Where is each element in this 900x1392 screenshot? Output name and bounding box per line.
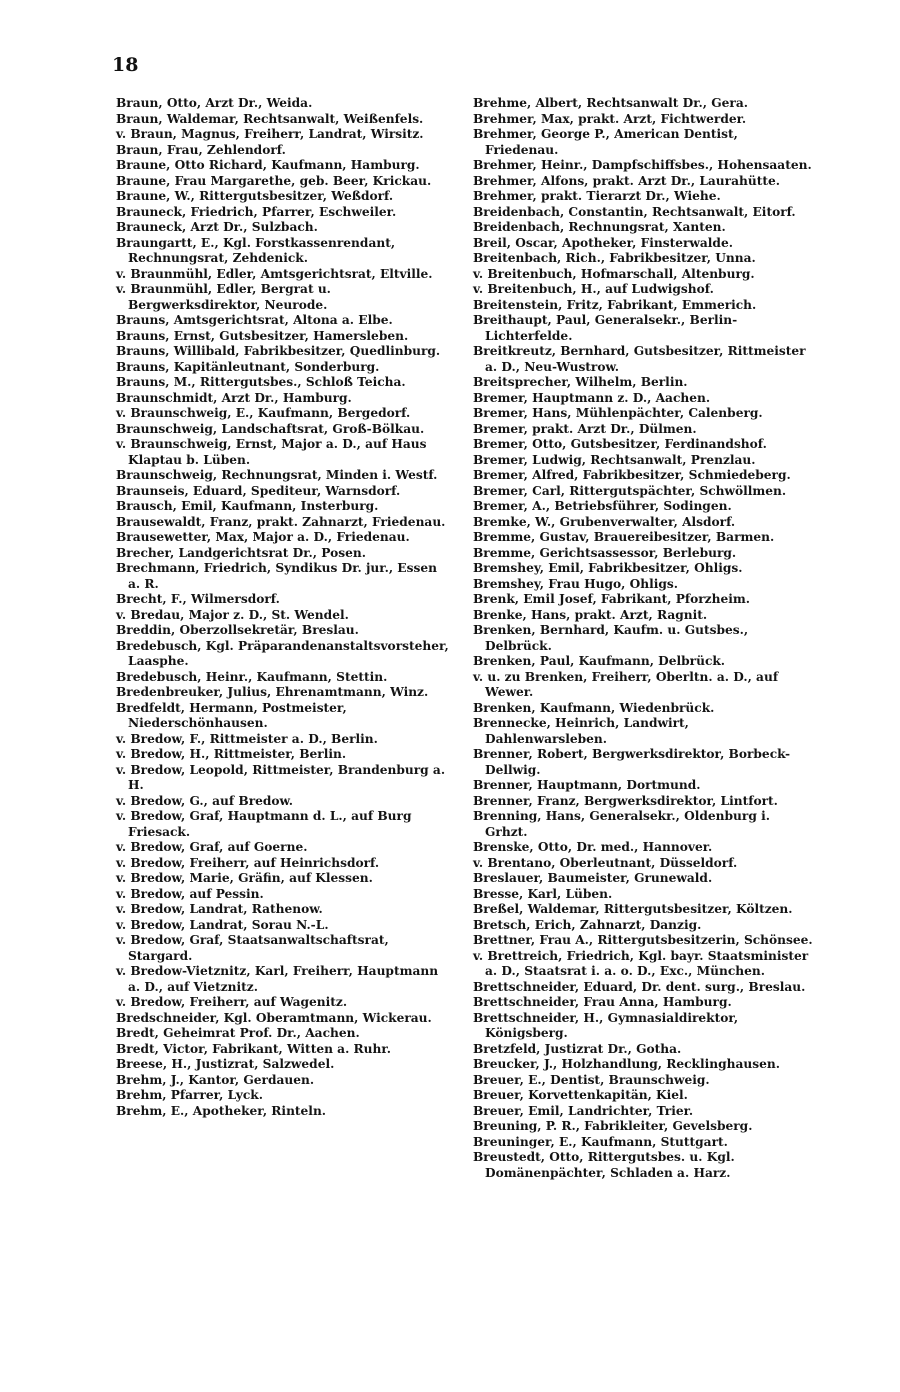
directory-entry: v. Bredow, Graf, Hauptmann d. L., auf Burg Friesack.	[116, 809, 412, 839]
directory-entry: Brenk, Emil Josef, Fabrikant, Pforzheim.	[473, 592, 750, 606]
directory-entry: Brenning, Hans, Generalsekr., Oldenburg i. Grhzt.	[473, 809, 770, 839]
directory-entry: Brechmann, Friedrich, Syndikus Dr. jur., Essen a. R.	[116, 561, 437, 591]
directory-entry: Breucker, J., Holzhandlung, Recklinghausen.	[473, 1057, 780, 1071]
directory-entry: v. Bredow, Freiherr, auf Heinrichsdorf.	[116, 855, 380, 870]
directory-entry: Breitenbach, Rich., Fabrikbesitzer, Unna.	[473, 251, 756, 265]
directory-entry: Breitenstein, Fritz, Fabrikant, Emmerich.	[473, 297, 757, 312]
directory-entry: Bredt, Geheimrat Prof. Dr., Aachen.	[116, 1026, 360, 1040]
directory-entry: Brauneck, Arzt Dr., Sulzbach.	[116, 220, 318, 234]
directory-entry: Breil, Oscar, Apotheker, Finsterwalde.	[473, 235, 733, 250]
directory-entry: Brehm, Pfarrer, Lyck.	[116, 1088, 263, 1102]
directory-entry: v. Braunschweig, Ernst, Major a. D., auf Haus Klaptau b. Lüben.	[116, 437, 427, 467]
right-column	[473, 96, 815, 1181]
directory-entry: Brauneck, Friedrich, Pfarrer, Eschweiler.	[116, 204, 397, 219]
directory-entry: Bremer, Hauptmann z. D., Aachen.	[473, 390, 711, 405]
directory-entry: v. Bredow, Freiherr, auf Wagenitz.	[116, 995, 348, 1009]
directory-entry: Bresse, Karl, Lüben.	[473, 886, 613, 901]
directory-entry: Brausewetter, Max, Major a. D., Friedenau.	[116, 530, 410, 544]
directory-entry: Bredschneider, Kgl. Oberamtmann, Wickerau.	[116, 1010, 432, 1025]
directory-entry: Brauns, M., Rittergutsbes., Schloß Teicha.	[116, 375, 406, 389]
directory-entry: Brecht, F., Wilmersdorf.	[116, 592, 280, 606]
directory-entry: v. Bredow, G., auf Bredow.	[116, 793, 294, 808]
directory-entry: Braunschweig, Landschaftsrat, Groß-Bölkau.	[116, 421, 425, 436]
directory-entry: Brettschneider, Frau Anna, Hamburg.	[473, 995, 732, 1009]
directory-entry: Brenken, Bernhard, Kaufm. u. Gutsbes., Delbrück.	[473, 623, 749, 653]
directory-entry: v. Bredau, Major z. D., St. Wendel.	[116, 607, 349, 622]
directory-entry: Brehm, E., Apotheker, Rinteln.	[116, 1103, 327, 1118]
directory-entry: v. Bredow-Vietznitz, Karl, Freiherr, Hauptmann a. D., auf Vietznitz.	[116, 964, 439, 994]
directory-entry: Bremme, Gustav, Brauereibesitzer, Barmen.	[473, 530, 775, 544]
directory-entry: v. Bredow, Graf, Staatsanwaltschaftsrat, Stargard.	[116, 933, 389, 963]
directory-entry: Breustedt, Otto, Rittergutsbes. u. Kgl. Domänenpächter, Schladen a. Harz.	[473, 1150, 735, 1180]
directory-entry: Braunschmidt, Arzt Dr., Hamburg.	[116, 390, 352, 405]
directory-entry: Brenske, Otto, Dr. med., Hannover.	[473, 840, 713, 854]
directory-entry: Brenke, Hans, prakt. Arzt, Ragnit.	[473, 607, 708, 622]
directory-entry: Bremer, Hans, Mühlenpächter, Calenberg.	[473, 406, 763, 420]
directory-entry: Bremer, Otto, Gutsbesitzer, Ferdinandshof.	[473, 437, 767, 451]
directory-entry: Brehmer, Max, prakt. Arzt, Fichtwerder.	[473, 111, 747, 126]
directory-entry: Brennecke, Heinrich, Landwirt, Dahlenwarsleben.	[473, 716, 689, 746]
directory-entry: Bremshey, Frau Hugo, Ohligs.	[473, 576, 678, 591]
directory-entry: Brecher, Landgerichtsrat Dr., Posen.	[116, 545, 366, 560]
directory-entry: Breslauer, Baumeister, Grunewald.	[473, 871, 713, 885]
page-number: 18	[112, 54, 139, 76]
directory-entry: Breuer, E., Dentist, Braunschweig.	[473, 1072, 710, 1087]
directory-entry: v. Breitenbuch, H., auf Ludwigshof.	[473, 282, 714, 296]
directory-entry: Brehmer, Alfons, prakt. Arzt Dr., Laurahütte.	[473, 173, 780, 188]
directory-entry: Bremer, A., Betriebsführer, Sodingen.	[473, 499, 732, 513]
directory-entry: Brehmer, Heinr., Dampfschiffsbes., Hohensaaten.	[473, 158, 812, 172]
directory-entry: Breithaupt, Paul, Generalsekr., Berlin-Lichterfelde.	[473, 313, 738, 343]
directory-entry: v. u. zu Brenken, Freiherr, Oberltn. a. D., auf Wewer.	[473, 669, 779, 699]
directory-entry: v. Bredow, Landrat, Sorau N.-L.	[116, 917, 329, 932]
directory-entry: Breddin, Oberzollsekretär, Breslau.	[116, 623, 359, 637]
directory-entry: Brauns, Willibald, Fabrikbesitzer, Quedlinburg.	[116, 344, 441, 358]
directory-entry: Brehmer, George P., American Dentist, Friedenau.	[473, 127, 738, 157]
directory-entry: Breitsprecher, Wilhelm, Berlin.	[473, 375, 688, 389]
directory-entry: Bremer, Alfred, Fabrikbesitzer, Schmiedeberg.	[473, 468, 791, 482]
directory-entry: Braune, W., Rittergutsbesitzer, Weßdorf.	[116, 189, 394, 203]
directory-entry: Breßel, Waldemar, Rittergutsbesitzer, Költzen.	[473, 902, 793, 916]
directory-entry: v. Bredow, F., Rittmeister a. D., Berlin.	[116, 731, 378, 746]
directory-entry: Breuer, Emil, Landrichter, Trier.	[473, 1103, 694, 1118]
directory-entry: Brauns, Amtsgerichtsrat, Altona a. Elbe.	[116, 313, 393, 327]
directory-entry: Brettner, Frau A., Rittergutsbesitzerin, Schönsee.	[473, 933, 813, 947]
directory-entry: Brenken, Kaufmann, Wiedenbrück.	[473, 700, 715, 715]
directory-entry: Braun, Frau, Zehlendorf.	[116, 142, 286, 157]
directory-entry: Braunschweig, Rechnungsrat, Minden i. Westf.	[116, 468, 438, 482]
directory-entry: Brenner, Franz, Bergwerksdirektor, Lintfort.	[473, 793, 778, 808]
directory-entry: Breidenbach, Constantin, Rechtsanwalt, Eitorf.	[473, 204, 796, 219]
directory-entry: Bredenbreuker, Julius, Ehrenamtmann, Winz.	[116, 685, 429, 699]
directory-entry: Brauns, Ernst, Gutsbesitzer, Hamersleben.	[116, 328, 409, 343]
directory-entry: Breitkreutz, Bernhard, Gutsbesitzer, Rittmeister a. D., Neu-Wustrow.	[473, 344, 806, 374]
directory-entry: v. Braun, Magnus, Freiherr, Landrat, Wirsitz.	[116, 127, 424, 141]
directory-entry: Braun, Waldemar, Rechtsanwalt, Weißenfels.	[116, 111, 424, 126]
directory-entry: v. Bredow, Graf, auf Goerne.	[116, 840, 308, 854]
directory-entry: v. Braunmühl, Edler, Amtsgerichtsrat, Eltville.	[116, 266, 433, 281]
directory-entry: Braune, Otto Richard, Kaufmann, Hamburg.	[116, 158, 420, 172]
directory-entry: Bredebusch, Kgl. Präparandenanstaltsvorsteher, Laasphe.	[116, 638, 449, 668]
directory-entry: Bremer, Ludwig, Rechtsanwalt, Prenzlau.	[473, 452, 756, 467]
directory-entry: Bretsch, Erich, Zahnarzt, Danzig.	[473, 917, 702, 932]
directory-entry: Braunseis, Eduard, Spediteur, Warnsdorf.	[116, 483, 401, 498]
directory-entry: Brehme, Albert, Rechtsanwalt Dr., Gera.	[473, 96, 748, 110]
directory-entry: Bremer, prakt. Arzt Dr., Dülmen.	[473, 421, 697, 436]
directory-entry: Breidenbach, Rechnungsrat, Xanten.	[473, 220, 726, 234]
directory-entry: Breese, H., Justizrat, Salzwedel.	[116, 1057, 335, 1071]
directory-entry: Bredfeldt, Hermann, Postmeister, Niederschönhausen.	[116, 700, 347, 730]
directory-entry: v. Brentano, Oberleutnant, Düsseldorf.	[473, 855, 738, 870]
directory-entry: Brausch, Emil, Kaufmann, Insterburg.	[116, 499, 379, 513]
directory-entry: Breuninger, E., Kaufmann, Stuttgart.	[473, 1134, 728, 1149]
directory-entry: Breuning, P. R., Fabrikleiter, Gevelsberg.	[473, 1119, 753, 1133]
directory-entry: v. Bredow, Leopold, Rittmeister, Brandenburg a. H.	[116, 762, 446, 792]
directory-entry: Bremer, Carl, Rittergutspächter, Schwöllmen.	[473, 483, 787, 498]
directory-entry: v. Brettreich, Friedrich, Kgl. bayr. Staatsminister a. D., Staatsrat i. a. o. D., Exc., München.	[473, 948, 809, 978]
directory-entry: Bremme, Gerichtsassessor, Berleburg.	[473, 545, 737, 560]
directory-entry: Brenner, Hauptmann, Dortmund.	[473, 778, 701, 792]
directory-entry: Bredebusch, Heinr., Kaufmann, Stettin.	[116, 669, 388, 684]
directory-entry: v. Bredow, Landrat, Rathenow.	[116, 902, 323, 916]
directory-entry: Breuer, Korvettenkapitän, Kiel.	[473, 1088, 688, 1102]
directory-entry: Brettschneider, H., Gymnasialdirektor, Königsberg.	[473, 1010, 739, 1040]
directory-entry: Brettschneider, Eduard, Dr. dent. surg., Breslau.	[473, 979, 806, 994]
directory-entry: Brehm, J., Kantor, Gerdauen.	[116, 1072, 315, 1087]
directory-entry: Braune, Frau Margarethe, geb. Beer, Krickau.	[116, 173, 432, 188]
directory-entry: v. Bredow, H., Rittmeister, Berlin.	[116, 747, 347, 761]
directory-entry: Brenner, Robert, Bergwerksdirektor, Borbeck-Dellwig.	[473, 747, 791, 777]
directory-entry: v. Braunschweig, E., Kaufmann, Bergedorf.	[116, 406, 411, 420]
directory-entry: v. Breitenbuch, Hofmarschall, Altenburg.	[473, 266, 755, 281]
directory-entry: Brehmer, prakt. Tierarzt Dr., Wiehe.	[473, 189, 721, 203]
directory-entry: Bremshey, Emil, Fabrikbesitzer, Ohligs.	[473, 561, 743, 575]
directory-entry: Brenken, Paul, Kaufmann, Delbrück.	[473, 654, 726, 668]
directory-entry: v. Bredow, Marie, Gräfin, auf Klessen.	[116, 871, 373, 885]
directory-entry: Bredt, Victor, Fabrikant, Witten a. Ruhr.	[116, 1041, 391, 1056]
directory-entry: Braungartt, E., Kgl. Forstkassenrendant, Rechnungsrat, Zehdenick.	[116, 235, 396, 265]
directory-entry: v. Braunmühl, Edler, Bergrat u. Bergwerksdirektor, Neurode.	[116, 282, 331, 312]
directory-entry: Brauns, Kapitänleutnant, Sonderburg.	[116, 359, 380, 374]
directory-entry: Bretzfeld, Justizrat Dr., Gotha.	[473, 1041, 682, 1056]
directory-entry: v. Bredow, auf Pessin.	[116, 886, 264, 901]
directory-entry: Brausewaldt, Franz, prakt. Zahnarzt, Friedenau.	[116, 514, 446, 529]
directory-entry: Braun, Otto, Arzt Dr., Weida.	[116, 96, 313, 110]
left-column	[116, 96, 452, 1119]
directory-entry: Bremke, W., Grubenverwalter, Alsdorf.	[473, 514, 736, 529]
